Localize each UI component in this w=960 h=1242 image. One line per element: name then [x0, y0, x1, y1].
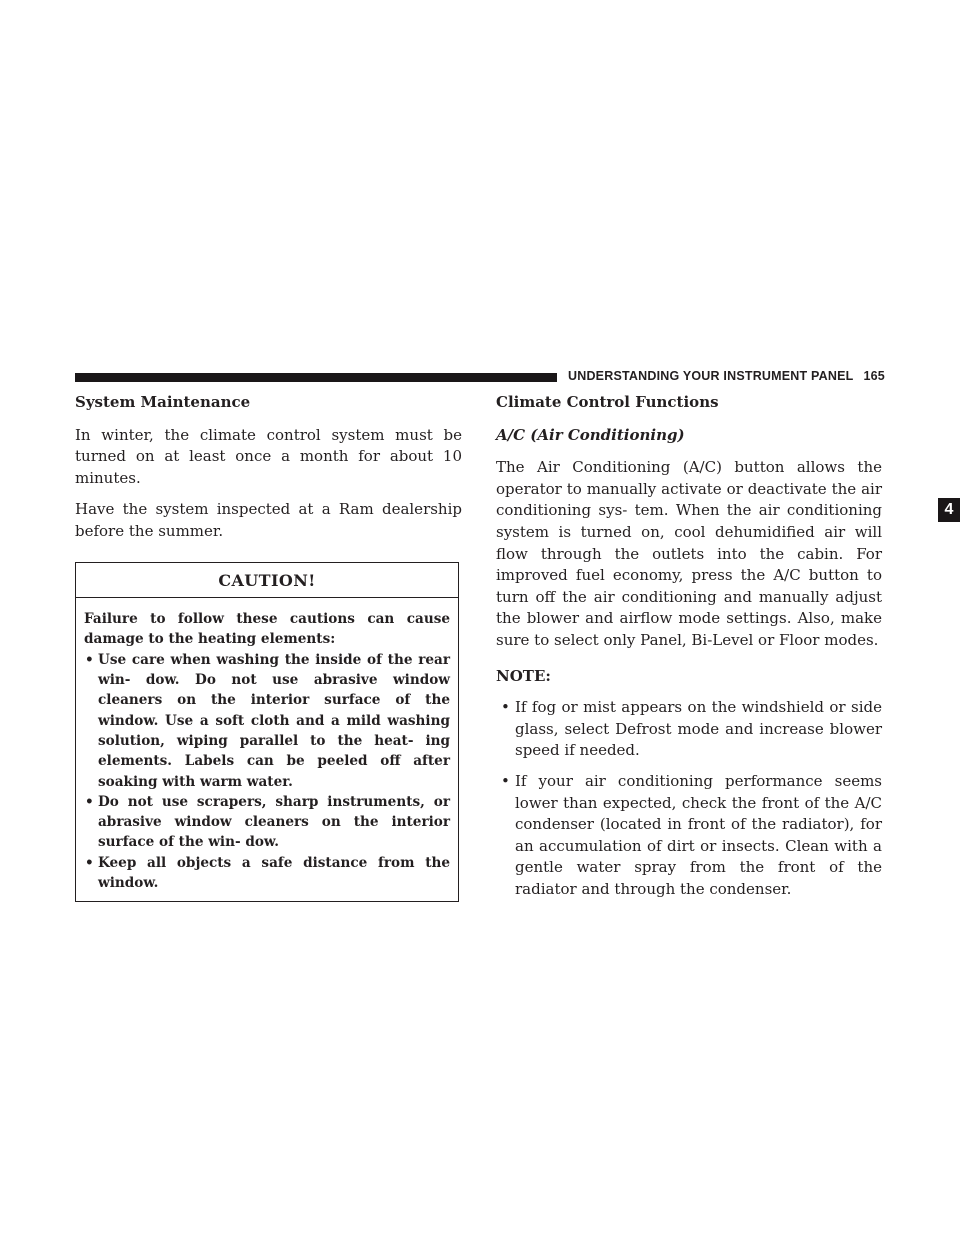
caution-body	[76, 598, 458, 901]
left-column	[75, 392, 462, 902]
caution-item	[84, 853, 450, 894]
caution-item-text: Keep all objects a safe distance from the window.	[98, 854, 450, 892]
bullet-icon: •	[501, 771, 510, 790]
bullet-icon: •	[85, 854, 94, 871]
caution-intro: Failure to follow these cautions can cause damage to the heating elements:	[84, 611, 450, 648]
header-rule	[75, 373, 557, 382]
caution-item-text: Use care when washing the inside of the rear win- dow. Do not use abrasive window cleaners on the interior surface of the window. Use a soft cloth and a mild washing solution, wiping parallel to the heat- ing elements. Labels can be peeled off after soaking with warm water.	[98, 651, 450, 790]
caution-title: CAUTION!	[76, 563, 458, 599]
note-item-text: If your air conditioning performance seems lower than expected, check the front of the A/C condenser (located in front of the radiator), for an accumulation of dirt or insects. Clean with a gentle water spray from the front of the radiator and through the condenser.	[515, 771, 882, 898]
system-maintenance-heading: System Maintenance	[75, 393, 251, 411]
caution-item-text: Do not use scrapers, sharp instruments, or abrasive window cleaners on the interior surface of the win- dow.	[98, 793, 450, 851]
note-item	[496, 771, 882, 901]
chapter-tab: 4	[938, 498, 960, 522]
note-item	[496, 697, 882, 762]
running-header	[568, 369, 888, 383]
ac-subheading: A/C (Air Conditioning)	[496, 425, 685, 444]
caution-item	[84, 650, 450, 792]
section-title: UNDERSTANDING YOUR INSTRUMENT PANEL	[568, 369, 854, 383]
paragraph: Have the system inspected at a Ram dealership before the summer.	[75, 500, 462, 540]
caution-list	[84, 650, 450, 894]
climate-control-heading: Climate Control Functions	[496, 393, 719, 411]
caution-box	[75, 562, 459, 903]
bullet-icon: •	[501, 698, 510, 717]
bullet-icon: •	[85, 793, 94, 810]
note-list	[496, 697, 882, 900]
bullet-icon: •	[85, 651, 94, 668]
note-label: NOTE:	[496, 666, 551, 685]
page-number: 165	[863, 369, 885, 383]
paragraph: In winter, the climate control system must be turned on at least once a month for about 10 minutes.	[75, 425, 462, 487]
right-column	[496, 392, 882, 909]
caution-item	[84, 792, 450, 853]
paragraph: The Air Conditioning (A/C) button allows the operator to manually activate or deactivate the air conditioning sys- tem. When the air conditioning system is turned on, cool dehumidified air will flow through the outlets into the cabin. For improved fuel economy, press the A/C button to turn off the air conditioning and manually adjust the blower and airflow mode settings. Also, make sure to select only Panel, Bi-Level or Floor modes.	[496, 458, 882, 649]
note-item-text: If fog or mist appears on the windshield or side glass, select Defrost mode and increase blower speed if needed.	[515, 698, 882, 760]
